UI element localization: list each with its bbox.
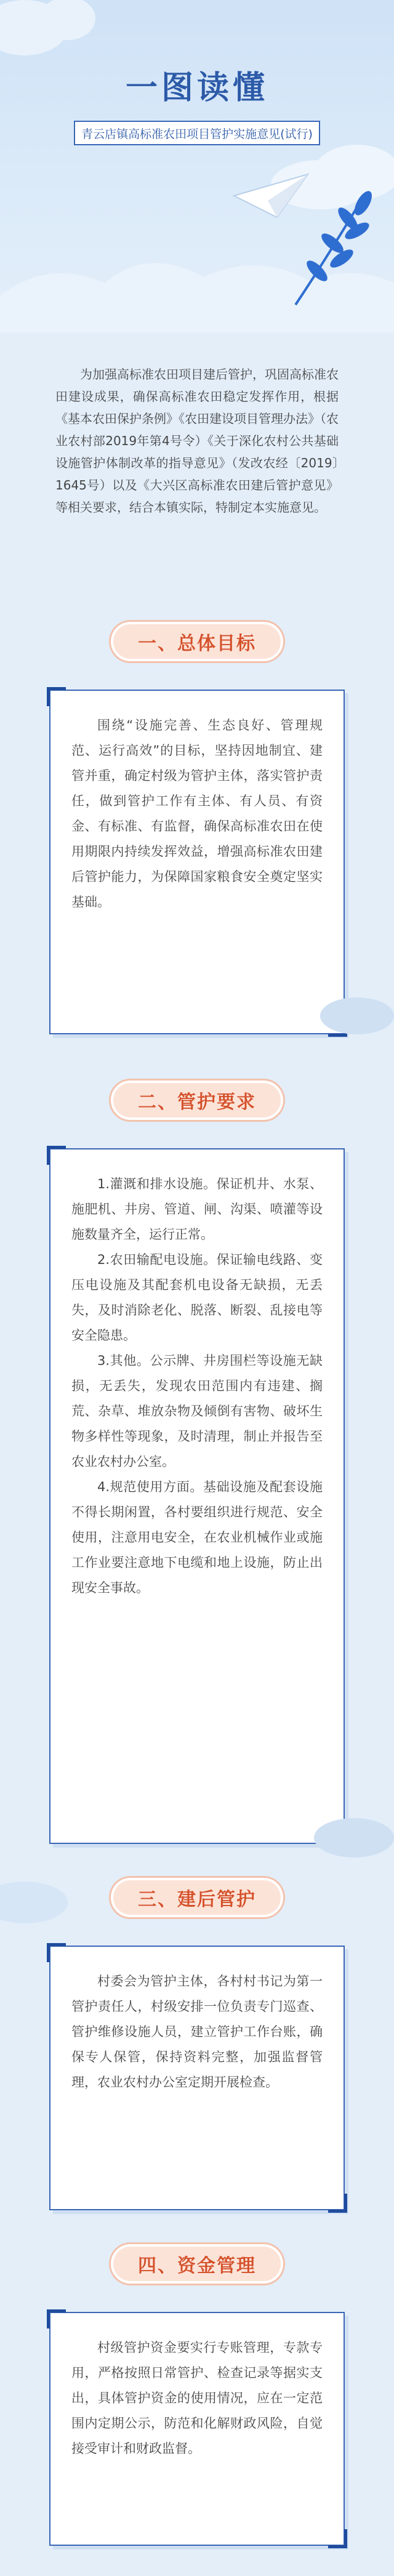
cloud-icon <box>320 985 394 1034</box>
section-paragraph: 村级管护资金要实行专账管理，专款专用，严格按照日常管护、检查记录等据实支出，具体管护资金的使用情况，应在一定范围内定期公示，防范和化解财政风险，自觉接受审计和财政监督。 <box>71 2340 323 2456</box>
section-paragraph: 围绕“设施完善、生态良好、管理规范、运行高效”的目标，坚持因地制宜、建管并重，确定村级为管护主体，落实管护责任，做到管护工作有主体、有人员、有资金、有标准、有监督，确保高标准农田在使用期限内持续发挥效益，增强高标准农田建后管护能力，为保障国家粮食安全奠定坚实基础。 <box>71 718 323 909</box>
section-card-requirements <box>49 1148 345 1844</box>
page-subtitle: 青云店镇高标准农田项目管护实施意见(试行) <box>74 121 320 145</box>
corner-decoration <box>328 2194 347 2213</box>
section-card-maintenance <box>49 1946 345 2210</box>
corner-decoration <box>47 2309 66 2328</box>
cloud-icon <box>0 1872 92 1927</box>
section-card-funds <box>49 2312 345 2546</box>
corner-decoration <box>47 1146 66 1165</box>
section-heading-funds: 四、资金管理 <box>111 2244 283 2284</box>
hero-banner <box>0 0 394 332</box>
section-heading-goal: 一、总体目标 <box>111 622 283 661</box>
section-heading-maintenance: 三、建后管护 <box>111 1878 283 1917</box>
cloud-icon <box>314 1804 394 1859</box>
intro-paragraph: 为加强高标准农田项目建后管护，巩固高标准农田建设成果，确保高标准农田稳定发挥作用，根据《基本农田保护条例》《农田建设项目管理办法》（农业农村部2019年第4号令）《关于深化农村公共基础设施管护体制改革的指导意见》（发改农经〔2019〕1645号）以及《大兴区高标准农田建后管护意见》等相关要求，结合本镇实际，特制定本实施意见。 <box>55 367 339 515</box>
section-paragraph: 2.农田输配电设施。保证输电线路、变压电设施及其配套机电设备无缺损，无丢失，及时消除老化、脱落、断裂、乱接电等安全隐患。 <box>71 1252 323 1343</box>
section-card-goal <box>49 690 345 1034</box>
section-paragraph: 4.规范使用方面。基础设施及配套设施不得长期闲置，各村要组织进行规范、安全使用，注意用电安全，在农业机械作业或施工作业要注意地下电缆和地上设施，防止出现安全事故。 <box>71 1479 323 1595</box>
leaf-branch-icon <box>271 185 382 308</box>
section-paragraph: 1.灌溉和排水设施。保证机井、水泵、施肥机、井房、管道、闸、沟渠、喷灌等设施数量齐全，运行正常。 <box>71 1177 323 1242</box>
section-paragraph: 3.其他。公示牌、井房围栏等设施无缺损，无丢失，发现农田范围内有违建、搁荒、杂草、堆放杂物及倾倒有害物、破坏生物多样性等现象，及时清理，制止并报告至农业农村办公室。 <box>71 1353 323 1469</box>
cloud-icon <box>0 0 98 62</box>
corner-decoration <box>47 687 66 706</box>
corner-decoration <box>328 2529 347 2548</box>
page-title: 一图读懂 <box>125 70 268 107</box>
section-paragraph: 村委会为管护主体，各村村书记为第一管护责任人，村级安排一位负责专门巡查、管护维修设施人员，建立管护工作台账，确保专人保管，保持资料完整，加强监督管理，农业农村办公室定期开展检查。 <box>71 1974 323 2090</box>
section-heading-requirements: 二、管护要求 <box>111 1081 283 1120</box>
corner-decoration <box>47 1943 66 1962</box>
